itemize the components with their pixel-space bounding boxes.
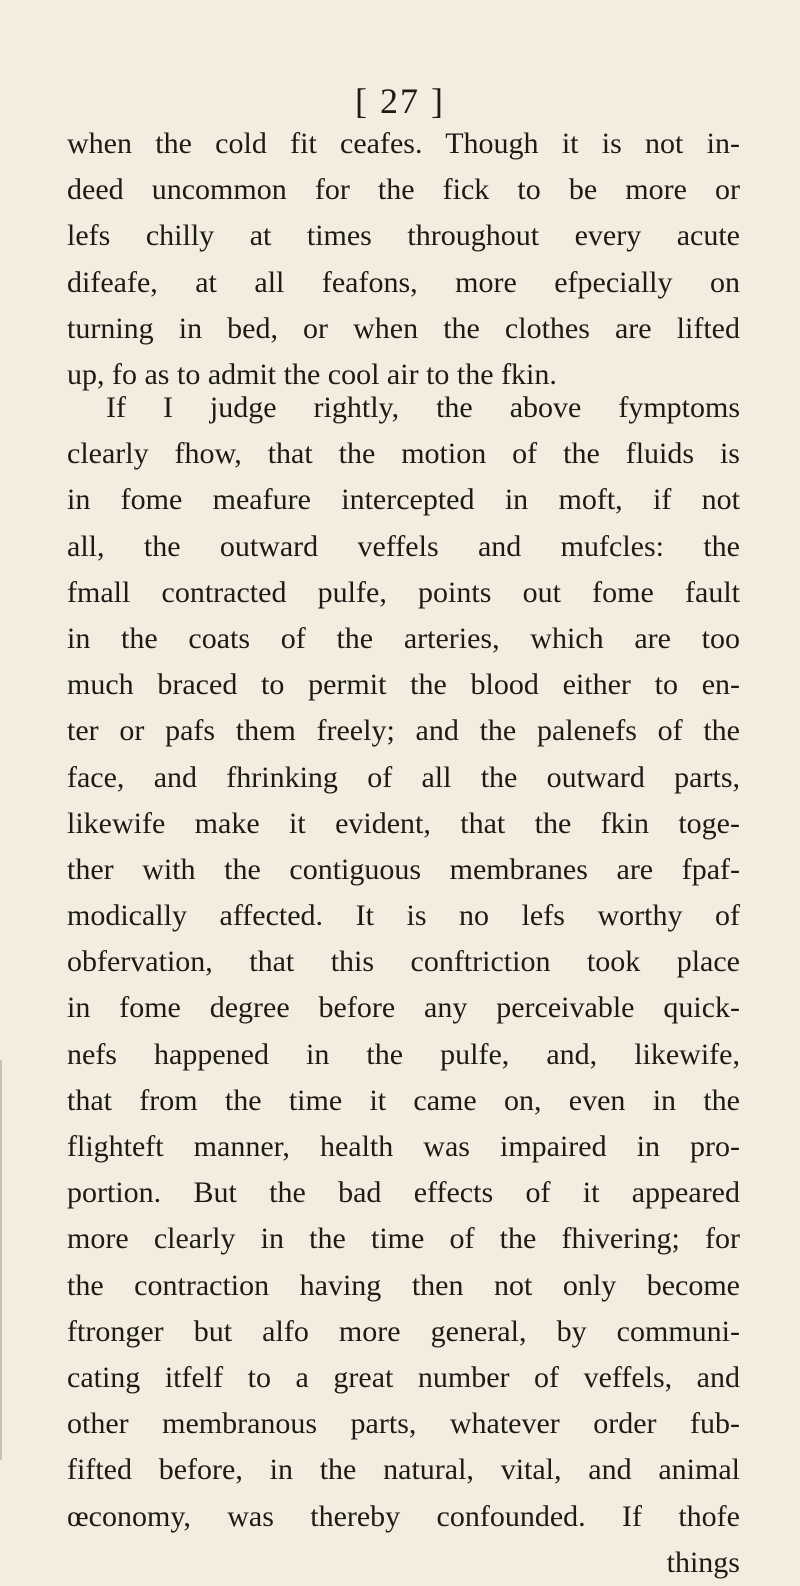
text-line: other membranous parts, whatever order fub- — [67, 1407, 740, 1441]
page-number: [ 27 ] — [355, 81, 445, 121]
text-line: portion. But the bad effects of it appeared — [67, 1176, 740, 1210]
text-line: ftronger but alfo more general, by communi- — [67, 1314, 740, 1348]
text-line: flighteft manner, health was impaired in pro- — [67, 1130, 740, 1163]
paragraph-2 — [67, 385, 740, 1586]
text-line: fmall contracted pulfe, points out fome fault — [67, 575, 740, 609]
text-line: If I judge rightly, the above fymptoms — [106, 391, 740, 424]
text-line: the contraction having then not only become — [67, 1268, 740, 1302]
text-line: all, the outward veffels and mufcles: the — [67, 529, 740, 563]
text-line: up, fo as to admit the cool air to the fkin. — [67, 357, 557, 391]
catchword: things — [666, 1545, 740, 1579]
text-line: modically affected. It is no lefs worthy of — [67, 899, 740, 933]
paragraph-1 — [67, 121, 740, 398]
text-line: obfervation, that this conftriction took place — [67, 945, 740, 979]
text-line: fifted before, in the natural, vital, and animal — [67, 1453, 740, 1487]
text-line: deed uncommon for the fick to be more or — [67, 173, 740, 207]
text-line: clearly fhow, that the motion of the fluids is — [67, 437, 740, 471]
text-line: in fome degree before any perceivable quick- — [67, 991, 740, 1025]
text-line: that from the time it came on, even in the — [67, 1083, 740, 1117]
text-line: turning in bed, or when the clothes are lifted — [67, 311, 740, 345]
text-line: in the coats of the arteries, which are too — [67, 621, 740, 655]
text-line: likewife make it evident, that the fkin toge- — [67, 806, 740, 840]
text-line: ther with the contiguous membranes are fpaf- — [67, 852, 740, 886]
text-line: œconomy, was thereby confounded. If thofe — [67, 1499, 740, 1533]
text-line: when the cold fit ceafes. Though it is not in- — [67, 127, 740, 160]
text-line: cating itfelf to a great number of veffels, and — [67, 1360, 740, 1394]
text-line: lefs chilly at times throughout every acute — [67, 219, 740, 253]
text-line: nefs happened in the pulfe, and, likewife, — [67, 1037, 740, 1071]
text-line: difeafe, at all feafons, more efpecially on — [67, 265, 740, 299]
text-line: much braced to permit the blood either to en- — [67, 668, 740, 702]
gutter-edge — [0, 1060, 2, 1460]
text-line: more clearly in the time of the fhivering; for — [67, 1222, 740, 1256]
text-line: ter or pafs them freely; and the palenefs of the — [67, 714, 740, 748]
text-line: face, and fhrinking of all the outward parts, — [67, 760, 740, 794]
text-line: in fome meafure intercepted in moft, if not — [67, 483, 740, 517]
